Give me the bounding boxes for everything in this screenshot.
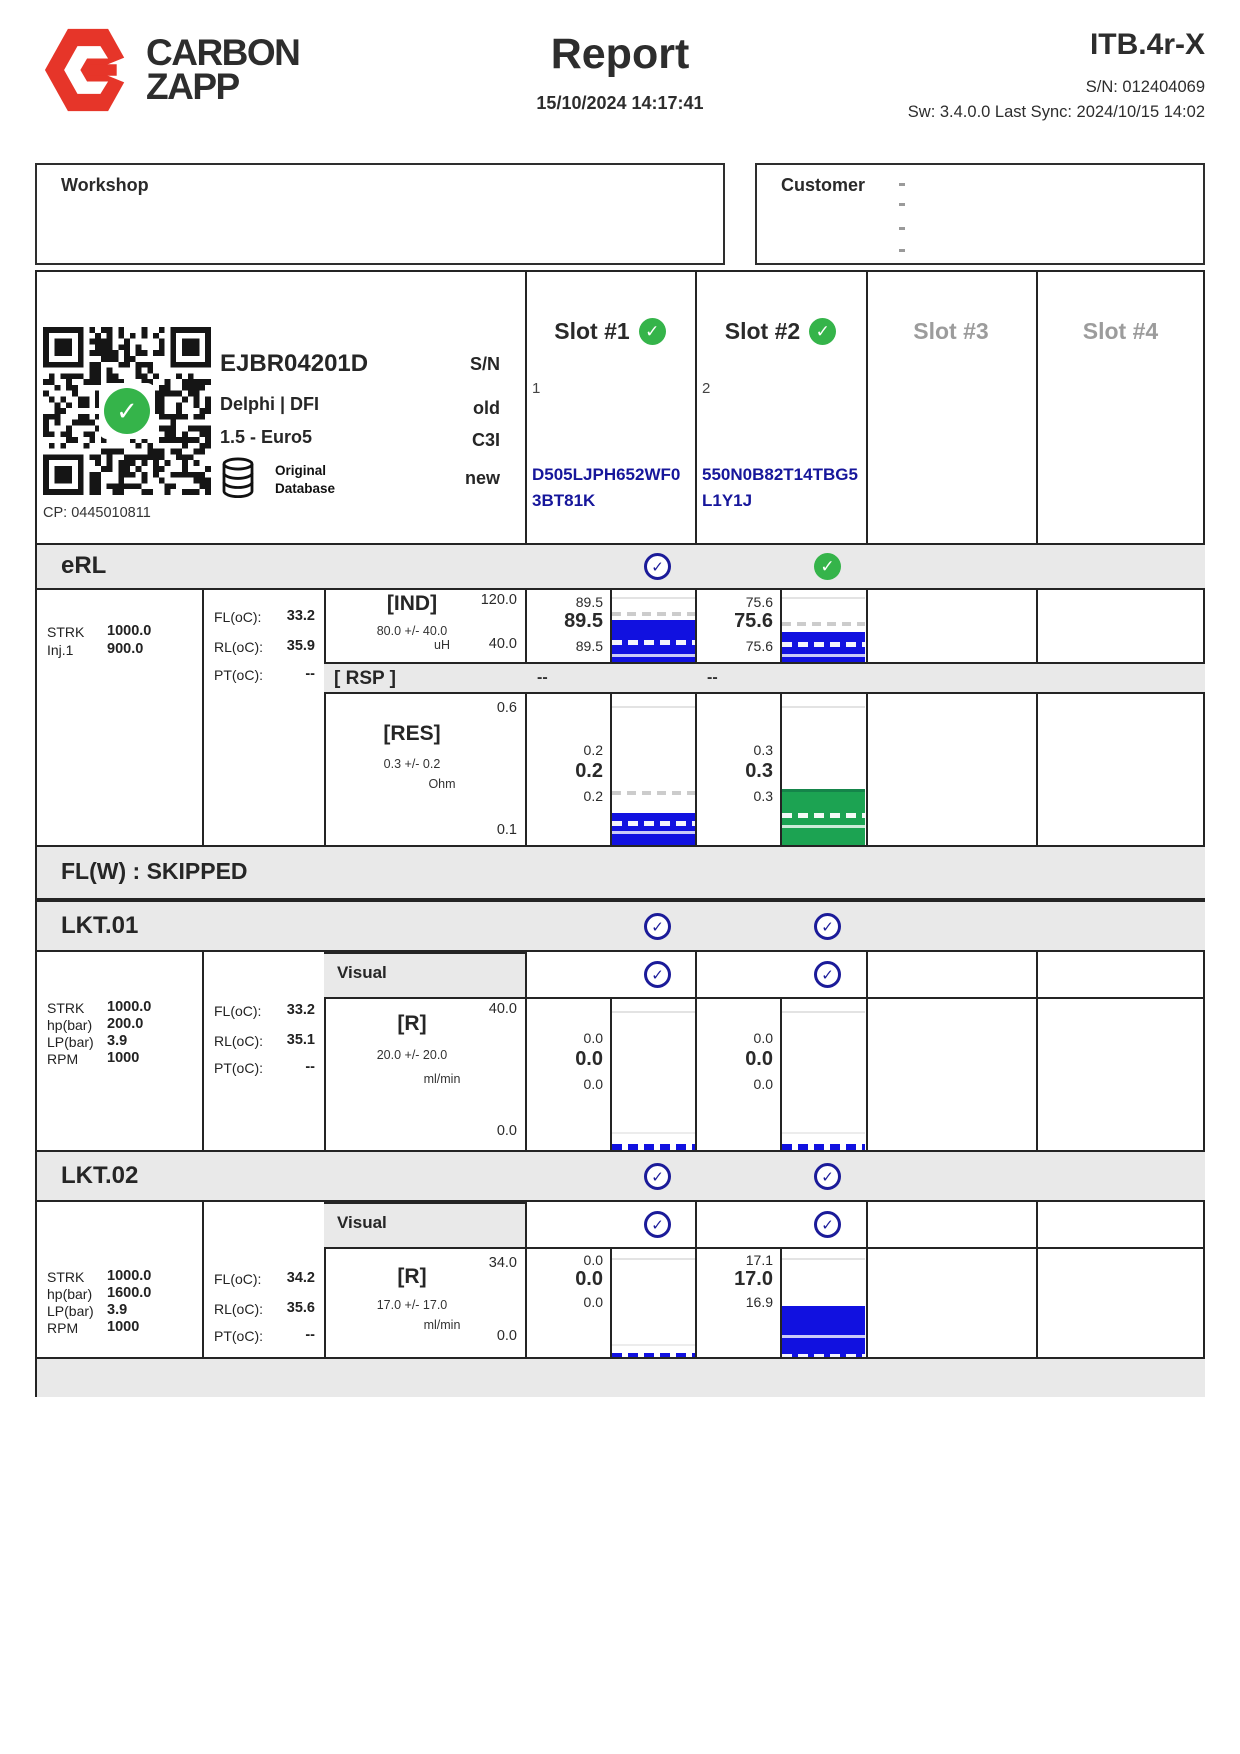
slot1-injector-code: D505LJPH652WF03BT81K [532,465,681,511]
ind-slot1-value-top: 89.5 [575,594,603,610]
slot1-title: Slot #1 [554,318,630,344]
param-value: 35.1 [286,1032,315,1048]
param-label: RL(oC): [214,639,264,655]
brand-wordmark [146,32,300,108]
lkt02-slot1-value-mid: 0.0 [575,1268,603,1290]
report-datetime: 15/10/2024 14:17:41 [536,93,704,113]
param-label: RPM [47,1320,79,1336]
database-label-line2: Database [275,481,336,496]
qr-check-badge [99,383,155,439]
lkt01-visual-slot1-check-icon: ✓ [644,961,671,988]
param-value: 33.2 [286,1002,315,1018]
cp-number: CP: 0445010811 [43,505,151,521]
old-column-label: old [473,398,500,418]
param-value: -- [305,666,315,682]
lkt01-slot1-value-bottom: 0.0 [583,1076,603,1092]
lkt02-section-header [37,1150,1205,1202]
new-column-label: new [464,468,500,488]
param-label: RPM [47,1051,79,1067]
param-value: 1000.0 [107,1268,152,1284]
lkt01-visual-slot2-check-icon: ✓ [814,961,841,988]
param-value: 35.6 [286,1300,315,1316]
res-test-tolerance: 0.3 +/- 0.2 [383,757,441,771]
param-value: -- [305,1327,315,1343]
param-label: Inj.1 [47,642,74,658]
lkt02-slot1-value-top: 0.0 [583,1252,603,1268]
res-slot2-value-bottom: 0.3 [753,788,773,804]
customer-placeholder-dash [899,227,905,230]
res-test-unit: Ohm [428,777,456,791]
rsp-slot1-value: -- [537,669,548,686]
param-label: RL(oC): [214,1033,264,1049]
slot3-title: Slot #3 [913,318,989,344]
c3i-column-label: C3I [471,430,500,450]
device-serial: S/N: 012404069 [1085,78,1205,96]
lkt01-slot1-value-top: 0.0 [583,1030,603,1046]
workshop-label: Workshop [61,175,149,195]
qr-check-icon: ✓ [104,388,150,434]
lkt01-slot2-value-bottom: 0.0 [753,1076,773,1092]
lkt02-r-test-unit: ml/min [423,1318,461,1332]
lkt01-r-test-name: [R] [397,1012,427,1035]
brand-line1: CARBON [146,32,300,73]
lkt01-slot2-check-icon: ✓ [814,913,841,940]
lkt01-slot2-bar-chart [780,999,865,1150]
param-label: LP(bar) [47,1034,94,1050]
param-label: FL(oC): [214,609,262,625]
bar-fill [782,632,865,662]
ind-axis-max: 120.0 [480,592,517,608]
res-axis-max: 0.6 [496,700,517,716]
ind-slot2-value-mid: 75.6 [734,610,773,632]
customer-placeholder-dash [899,203,905,206]
qr-code [43,325,211,497]
lkt01-visual-label: Visual [337,963,387,982]
ind-slot2-value-bottom: 75.6 [745,638,773,654]
customer-box [755,163,1205,265]
param-value: 3.9 [107,1033,128,1049]
lkt01-r-axis-min: 0.0 [496,1123,517,1139]
slot1-header [525,318,695,345]
rsp-test-name: [ RSP ] [334,668,396,689]
erl-section-title: eRL [61,552,107,579]
rsp-slot2-value: -- [707,669,718,686]
flw-section-title: FL(W) : SKIPPED [61,858,248,884]
ind-test-tolerance: 80.0 +/- 40.0 [376,624,448,638]
param-value: 34.2 [286,1270,315,1286]
lkt01-section-title: LKT.01 [61,912,139,939]
lkt02-slot1-check-icon: ✓ [644,1163,671,1190]
footer-bar [37,1357,1205,1397]
param-value: 1000.0 [107,999,152,1015]
param-value: 900.0 [107,641,144,657]
lkt01-slot1-bar-chart [610,999,695,1150]
ind-slot1-bar-chart [610,590,695,662]
lkt01-slot2-value-mid: 0.0 [745,1048,773,1070]
workshop-box [35,163,725,265]
sn-column-label: S/N [469,354,500,374]
param-label: STRK [47,1000,85,1016]
lkt02-r-test-name: [R] [397,1265,427,1288]
ind-slot2-bar-chart [780,590,865,662]
lkt02-visual-slot1-check-icon: ✓ [644,1211,671,1238]
brand-line2: ZAPP [146,66,239,108]
rsp-row [324,662,1205,694]
report-title: Report [550,30,690,78]
param-label: PT(oC): [214,1328,263,1344]
ind-slot1-value-mid: 89.5 [564,610,603,632]
res-slot2-value-top: 0.3 [753,742,773,758]
erl-section-header [37,543,1205,590]
res-slot1-value-mid: 0.2 [575,760,603,782]
lkt01-section-header [37,900,1205,952]
lkt02-slot2-value-top: 17.1 [745,1252,773,1268]
product-engine: 1.5 - Euro5 [220,427,313,447]
lkt01-slot1-check-icon: ✓ [644,913,671,940]
param-value: -- [305,1059,315,1075]
param-value: 1000.0 [107,623,152,639]
lkt02-slot2-value-mid: 17.0 [734,1268,773,1290]
param-label: PT(oC): [214,667,263,683]
customer-placeholder-dash [899,249,905,252]
param-value: 1000 [107,1319,140,1335]
param-value: 33.2 [286,608,315,624]
lkt02-slot2-bar-chart [780,1249,865,1357]
lkt02-slot2-check-icon: ✓ [814,1163,841,1190]
slot1-number: 1 [532,380,541,397]
param-label: PT(oC): [214,1060,263,1076]
customer-placeholder-dash [899,183,905,186]
product-code: EJBR04201D [220,350,369,377]
param-value: 1000 [107,1050,140,1066]
slot2-check-icon: ✓ [809,318,836,345]
database-icon [220,457,260,499]
param-label: FL(oC): [214,1003,262,1019]
bar-fill [612,813,695,845]
carbonzapp-logo-icon [40,26,136,114]
param-label: STRK [47,1269,85,1285]
device-name: ITB.4r-X [1089,28,1205,61]
software-version: Sw: 3.4.0.0 Last Sync: 2024/10/15 14:02 [907,103,1205,121]
lkt01-r-test-tolerance: 20.0 +/- 20.0 [376,1048,448,1062]
ind-slot1-value-bottom: 89.5 [575,638,603,654]
slot2-header [695,318,866,345]
slot2-number: 2 [702,380,711,397]
param-label: hp(bar) [47,1286,93,1302]
ind-axis-min: 40.0 [488,636,517,652]
res-slot1-value-top: 0.2 [583,742,603,758]
product-brand: Delphi | DFI [220,394,320,414]
res-slot2-value-mid: 0.3 [745,760,773,782]
slot4-title: Slot #4 [1082,318,1159,344]
param-label: STRK [47,624,85,640]
lkt02-r-axis-min: 0.0 [496,1328,517,1344]
ind-test-name: [IND] [386,592,438,615]
lkt02-slot1-value-bottom: 0.0 [583,1294,603,1310]
lkt02-section-title: LKT.02 [61,1162,139,1189]
slot2-injector-code: 550N0B82T14TBG5L1Y1J [702,465,858,511]
param-value: 35.9 [286,638,315,654]
param-label: RL(oC): [214,1301,264,1317]
ind-test-unit: uH [434,638,450,652]
erl-slot2-check-icon: ✓ [814,553,841,580]
ind-slot2-value-top: 75.6 [745,594,773,610]
lkt02-r-axis-max: 34.0 [488,1255,517,1271]
lkt01-slot1-value-mid: 0.0 [575,1048,603,1070]
param-label: hp(bar) [47,1017,93,1033]
param-value: 200.0 [107,1016,144,1032]
res-slot1-value-bottom: 0.2 [583,788,603,804]
bar-fill [782,1306,865,1357]
lkt02-slot2-value-bottom: 16.9 [745,1294,773,1310]
customer-label: Customer [781,175,866,195]
database-label-line1: Original [275,463,327,478]
param-label: LP(bar) [47,1303,94,1319]
lkt02-visual-slot2-check-icon: ✓ [814,1211,841,1238]
results-table [35,270,1205,1397]
lkt01-slot2-value-top: 0.0 [753,1030,773,1046]
lkt01-r-axis-max: 40.0 [488,1001,517,1017]
slot1-check-icon: ✓ [639,318,666,345]
param-value: 1600.0 [107,1285,152,1301]
res-test-name: [RES] [383,722,441,745]
param-value: 3.9 [107,1302,128,1318]
slot2-title: Slot #2 [724,318,801,344]
lkt01-r-test-unit: ml/min [423,1072,461,1086]
res-slot2-bar-chart [780,694,865,845]
lkt02-slot1-bar-chart [610,1249,695,1357]
param-label: FL(oC): [214,1271,262,1287]
res-axis-min: 0.1 [496,822,517,838]
res-slot1-bar-chart [610,694,695,845]
lkt02-r-test-tolerance: 17.0 +/- 17.0 [376,1298,448,1312]
erl-slot1-check-icon: ✓ [644,553,671,580]
lkt02-visual-label: Visual [337,1213,387,1232]
